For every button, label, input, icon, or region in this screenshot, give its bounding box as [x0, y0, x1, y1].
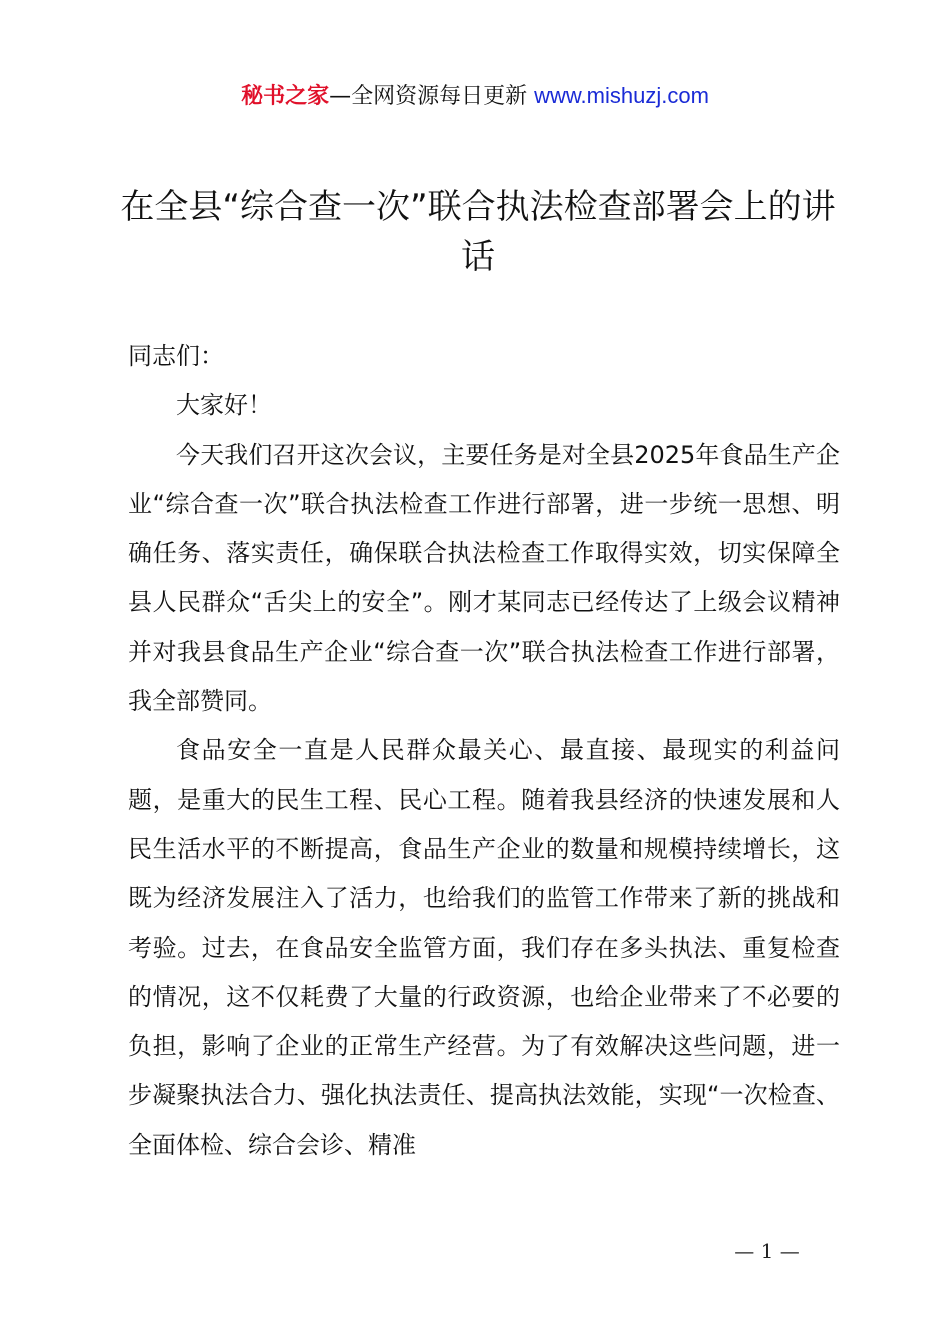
greeting: 大家好！	[176, 391, 272, 420]
body-paragraph-2: 食品安全一直是人民群众最关心、最直接、最现实的利益问题，是重大的民生工程、民心工程。随着我县经济的快速发展和人民生活水平的不断提高，食品生产企业的数量和规模持续增长，这既为经济发展注入了活力，也给我们的监管工作带来了新的挑战和考验。过去，在食品安全监管方面，我们存在多头执法、重复检查的情况，这不仅耗费了大量的行政资源，也给企业带来了不必要的负担，影响了企业的正常生产经营。为了有效解决这些问题，进一步凝聚执法合力、强化执法责任、提高执法效能，实现“一次检查、全面体检、综合会诊、精准	[128, 736, 840, 1159]
document-title: 在全县“综合查一次”联合执法检查部署会上的讲话	[120, 187, 836, 277]
site-slogan: —全网资源每日更新	[329, 84, 535, 109]
salutation: 同志们：	[128, 342, 224, 370]
page-number: — 1 —	[734, 1239, 800, 1263]
site-brand-name: 秘书之家	[241, 84, 330, 109]
site-header-banner	[0, 80, 950, 113]
site-url-link[interactable]: www.mishuzj.com	[534, 83, 709, 108]
document-body	[128, 332, 840, 1170]
body-paragraph-1: 今天我们召开这次会议，主要任务是对全县2025年食品生产企业“综合查一次”联合执法检查工作进行部署，进一步统一思想、明确任务、落实责任，确保联合执法检查工作取得实效，切实保障全县人民群众“舌尖上的安全”。刚才某同志已经传达了上级会议精神并对我县食品生产企业“综合查一次”联合执法检查工作进行部署，我全部赞同。	[128, 440, 840, 716]
